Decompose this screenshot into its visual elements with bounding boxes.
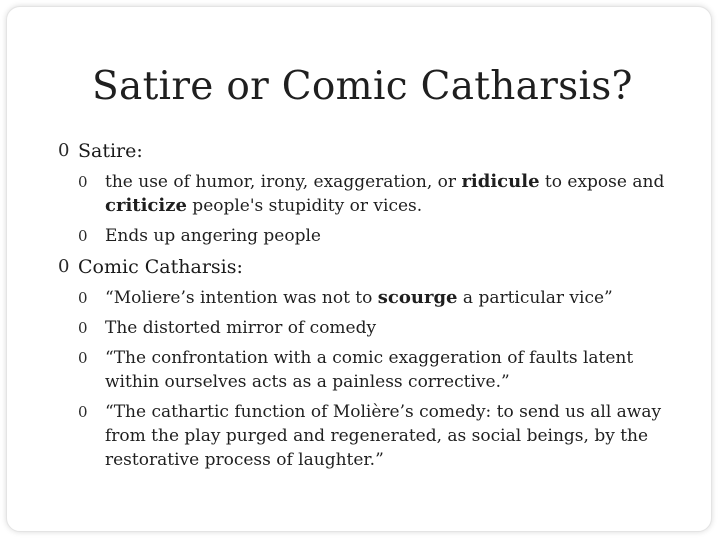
text-run: the use of humor, irony, exaggeration, or	[105, 172, 462, 192]
section-heading-comic-catharsis: Comic Catharsis:	[78, 256, 243, 278]
list-item-text	[105, 172, 664, 216]
bold-term-scourge: scourge	[377, 287, 458, 308]
list-item	[78, 400, 688, 472]
bold-term-criticize: criticize	[105, 195, 187, 216]
bullet-marker: 0	[78, 319, 88, 337]
satire-sub-list	[78, 170, 688, 248]
list-item	[78, 286, 688, 310]
list-item-text: “The cathartic function of Molière’s comedy: to send us all away from the play purged and regenerated, as social beings, by the restorative process of laughter.”	[105, 402, 662, 470]
list-item	[78, 170, 688, 218]
bullet-marker: 0	[78, 173, 88, 191]
list-item-text: “The confrontation with a comic exaggeration of faults latent within ourselves acts as a painless corrective.”	[105, 348, 634, 392]
bullet-marker: 0	[78, 227, 88, 245]
bullet-list	[58, 138, 688, 478]
text-run: people's stupidity or vices.	[186, 196, 423, 216]
text-run: “Moliere’s intention was not to	[105, 288, 378, 308]
bullet-marker: 0	[78, 289, 88, 307]
section-comic-catharsis	[58, 254, 688, 472]
bullet-marker: 0	[58, 256, 70, 277]
list-item	[78, 346, 688, 394]
list-item	[78, 224, 688, 248]
section-heading-satire: Satire:	[78, 140, 143, 162]
section-satire	[58, 138, 688, 248]
list-item-text: The distorted mirror of comedy	[105, 318, 377, 338]
bullet-marker: 0	[78, 349, 88, 367]
list-item-text	[105, 288, 613, 308]
list-item	[78, 316, 688, 340]
bold-term-ridicule: ridicule	[461, 171, 540, 192]
text-run: a particular vice”	[457, 288, 613, 308]
text-run: to expose and	[539, 172, 665, 192]
slide-title: Satire or Comic Catharsis?	[92, 64, 633, 109]
bullet-marker: 0	[58, 140, 70, 161]
bullet-marker: 0	[78, 403, 88, 421]
list-item-text: Ends up angering people	[105, 226, 321, 246]
catharsis-sub-list	[78, 286, 688, 472]
